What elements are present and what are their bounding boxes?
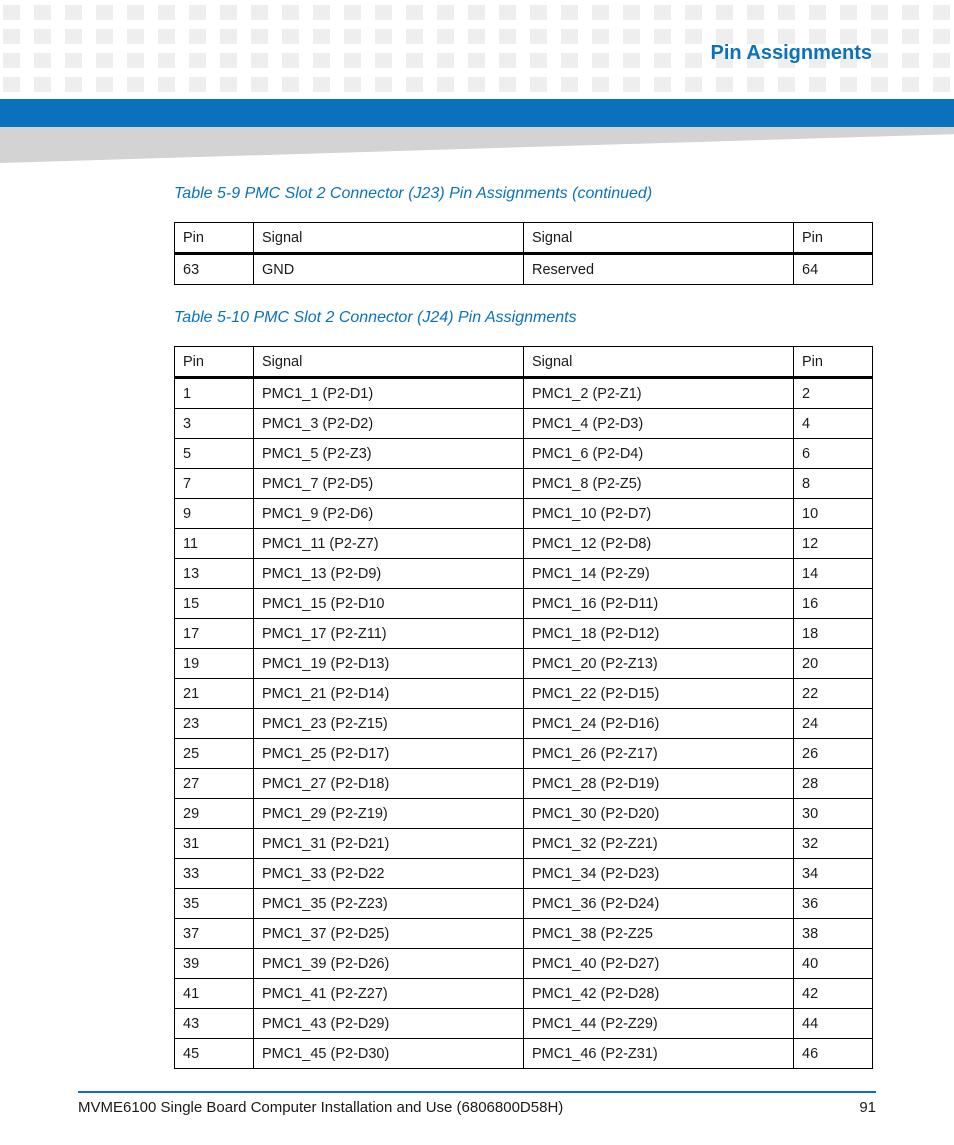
table-cell: 43 [175, 1009, 254, 1039]
col-header: Signal [524, 223, 794, 254]
table-cell: PMC1_45 (P2-D30) [254, 1039, 524, 1069]
table-cell: 24 [794, 709, 873, 739]
table-cell: PMC1_1 (P2-D1) [254, 378, 524, 409]
table-cell: 42 [794, 979, 873, 1009]
page-section-title: Pin Assignments [710, 42, 872, 64]
table-cell: 3 [175, 409, 254, 439]
table-cell: 21 [175, 679, 254, 709]
table-cell: PMC1_8 (P2-Z5) [524, 469, 794, 499]
table-cell: PMC1_6 (P2-D4) [524, 439, 794, 469]
table-cell: PMC1_27 (P2-D18) [254, 769, 524, 799]
table-cell: PMC1_17 (P2-Z11) [254, 619, 524, 649]
table-cell: 13 [175, 559, 254, 589]
table-cell: PMC1_2 (P2-Z1) [524, 378, 794, 409]
table-cell: 30 [794, 799, 873, 829]
table-cell: PMC1_30 (P2-D20) [524, 799, 794, 829]
table-cell: PMC1_16 (P2-D11) [524, 589, 794, 619]
table-cell: PMC1_22 (P2-D15) [524, 679, 794, 709]
table-cell: 36 [794, 889, 873, 919]
footer-doc-title: MVME6100 Single Board Computer Installation and Use (6806800D58H) [78, 1099, 564, 1116]
table-cell: PMC1_15 (P2-D10 [254, 589, 524, 619]
table-row [175, 799, 873, 829]
table-cell: 45 [175, 1039, 254, 1069]
table-row [175, 559, 873, 589]
table-row [175, 889, 873, 919]
table-cell: 32 [794, 829, 873, 859]
table-cell: PMC1_3 (P2-D2) [254, 409, 524, 439]
table-cell: 5 [175, 439, 254, 469]
table-cell: PMC1_43 (P2-D29) [254, 1009, 524, 1039]
table2 [174, 346, 873, 1069]
col-header: Pin [175, 223, 254, 254]
table-cell: 4 [794, 409, 873, 439]
table-row [175, 649, 873, 679]
table-row [175, 469, 873, 499]
header-gray-wedge [0, 127, 954, 163]
footer-rule [78, 1091, 876, 1093]
table-cell: 27 [175, 769, 254, 799]
table-cell: PMC1_25 (P2-D17) [254, 739, 524, 769]
table-cell: PMC1_14 (P2-Z9) [524, 559, 794, 589]
table-cell: PMC1_31 (P2-D21) [254, 829, 524, 859]
table-cell: 7 [175, 469, 254, 499]
table-cell: Reserved [524, 254, 794, 285]
table2-caption: Table 5-10 PMC Slot 2 Connector (J24) Pin Assignments [174, 309, 577, 326]
table-row [175, 739, 873, 769]
table-row [175, 769, 873, 799]
col-header: Signal [524, 347, 794, 378]
col-header: Pin [175, 347, 254, 378]
table-cell: PMC1_28 (P2-D19) [524, 769, 794, 799]
table-row [175, 529, 873, 559]
table-row [175, 378, 873, 409]
table-cell: 15 [175, 589, 254, 619]
table-cell: PMC1_23 (P2-Z15) [254, 709, 524, 739]
table-row [175, 254, 873, 285]
table-cell: PMC1_29 (P2-Z19) [254, 799, 524, 829]
table-cell: PMC1_38 (P2-Z25 [524, 919, 794, 949]
table-cell: 37 [175, 919, 254, 949]
table-cell: PMC1_32 (P2-Z21) [524, 829, 794, 859]
table-row [175, 679, 873, 709]
table2-header-row [175, 347, 873, 378]
table-cell: PMC1_18 (P2-D12) [524, 619, 794, 649]
table-cell: 14 [794, 559, 873, 589]
table-cell: PMC1_9 (P2-D6) [254, 499, 524, 529]
table-cell: 29 [175, 799, 254, 829]
table-cell: 28 [794, 769, 873, 799]
table-cell: 10 [794, 499, 873, 529]
table1 [174, 222, 873, 285]
table-cell: 9 [175, 499, 254, 529]
table-cell: PMC1_12 (P2-D8) [524, 529, 794, 559]
table-cell: PMC1_13 (P2-D9) [254, 559, 524, 589]
table-cell: 11 [175, 529, 254, 559]
table-cell: 20 [794, 649, 873, 679]
table-row [175, 829, 873, 859]
table-cell: PMC1_26 (P2-Z17) [524, 739, 794, 769]
table-row [175, 979, 873, 1009]
table-cell: 34 [794, 859, 873, 889]
table-cell: 44 [794, 1009, 873, 1039]
table-cell: PMC1_24 (P2-D16) [524, 709, 794, 739]
table-cell: PMC1_11 (P2-Z7) [254, 529, 524, 559]
table-cell: 46 [794, 1039, 873, 1069]
table-row [175, 919, 873, 949]
table-cell: 26 [794, 739, 873, 769]
table-cell: 31 [175, 829, 254, 859]
table-row [175, 589, 873, 619]
table-row [175, 439, 873, 469]
table-cell: 18 [794, 619, 873, 649]
table-row [175, 949, 873, 979]
table-cell: PMC1_35 (P2-Z23) [254, 889, 524, 919]
table-cell: 16 [794, 589, 873, 619]
table-row [175, 1009, 873, 1039]
table-cell: 63 [175, 254, 254, 285]
table-cell: PMC1_46 (P2-Z31) [524, 1039, 794, 1069]
table-cell: 35 [175, 889, 254, 919]
table-cell: GND [254, 254, 524, 285]
col-header: Pin [794, 347, 873, 378]
table-cell: 41 [175, 979, 254, 1009]
table-cell: 23 [175, 709, 254, 739]
table-cell: PMC1_19 (P2-D13) [254, 649, 524, 679]
table-cell: PMC1_4 (P2-D3) [524, 409, 794, 439]
table-cell: 64 [794, 254, 873, 285]
table-cell: PMC1_40 (P2-D27) [524, 949, 794, 979]
table-cell: 38 [794, 919, 873, 949]
page-number: 91 [859, 1099, 876, 1116]
table-cell: 6 [794, 439, 873, 469]
table1-caption: Table 5-9 PMC Slot 2 Connector (J23) Pin Assignments (continued) [174, 185, 653, 202]
table-cell: PMC1_33 (P2-D22 [254, 859, 524, 889]
table-row [175, 409, 873, 439]
table-cell: PMC1_21 (P2-D14) [254, 679, 524, 709]
header-blue-band [0, 99, 954, 127]
table-cell: PMC1_34 (P2-D23) [524, 859, 794, 889]
table-row [175, 709, 873, 739]
table-cell: 40 [794, 949, 873, 979]
table-row [175, 1039, 873, 1069]
table-cell: 25 [175, 739, 254, 769]
table-cell: PMC1_10 (P2-D7) [524, 499, 794, 529]
table-cell: 39 [175, 949, 254, 979]
table2-body [175, 378, 873, 1069]
table-cell: PMC1_41 (P2-Z27) [254, 979, 524, 1009]
table-row [175, 619, 873, 649]
table-cell: 33 [175, 859, 254, 889]
table-cell: PMC1_42 (P2-D28) [524, 979, 794, 1009]
table-cell: PMC1_36 (P2-D24) [524, 889, 794, 919]
table-cell: 19 [175, 649, 254, 679]
table-cell: 17 [175, 619, 254, 649]
table-cell: PMC1_37 (P2-D25) [254, 919, 524, 949]
table-cell: PMC1_7 (P2-D5) [254, 469, 524, 499]
col-header: Pin [794, 223, 873, 254]
table-cell: 2 [794, 378, 873, 409]
table-cell: PMC1_20 (P2-Z13) [524, 649, 794, 679]
table-cell: PMC1_44 (P2-Z29) [524, 1009, 794, 1039]
table-cell: 22 [794, 679, 873, 709]
col-header: Signal [254, 347, 524, 378]
table-cell: 1 [175, 378, 254, 409]
table1-body [175, 254, 873, 285]
table-cell: PMC1_39 (P2-D26) [254, 949, 524, 979]
col-header: Signal [254, 223, 524, 254]
table-cell: PMC1_5 (P2-Z3) [254, 439, 524, 469]
table-cell: 12 [794, 529, 873, 559]
table-row [175, 499, 873, 529]
table1-header-row [175, 223, 873, 254]
table-cell: 8 [794, 469, 873, 499]
table-row [175, 859, 873, 889]
